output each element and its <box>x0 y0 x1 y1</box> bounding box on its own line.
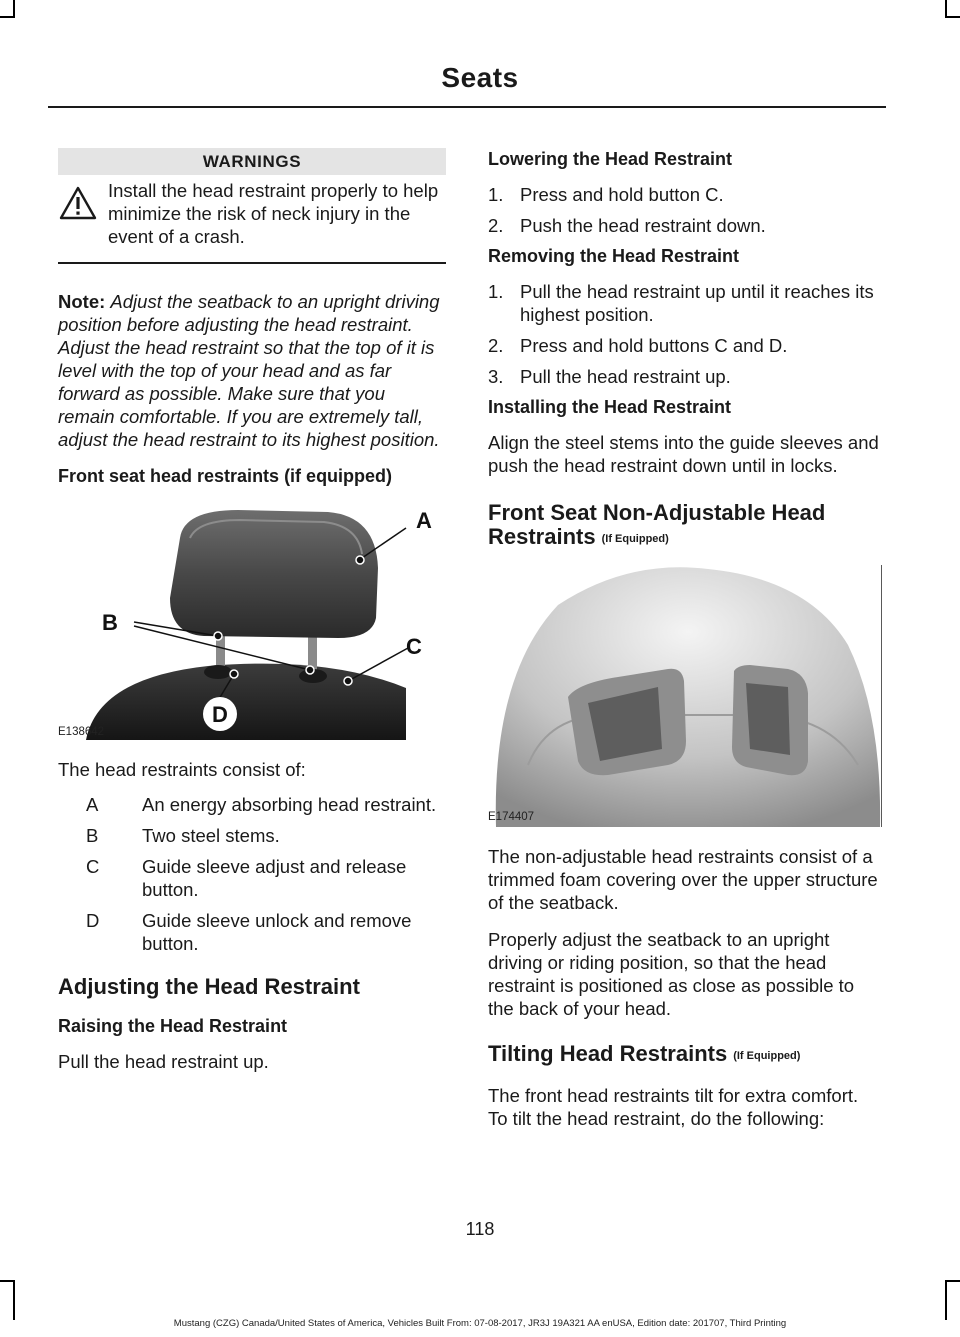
note-text: Adjust the seatback to an upright driving position before adjusting the head restraint. Adjust the head restraint so that the top of it is level with the top of your head and as far forward as possible. Make sure that you remain comfortable. If you are extremely tall, adjust the head restraint to its highest position. <box>58 290 440 450</box>
footer-text: Mustang (CZG) Canada/United States of America, Vehicles Built From: 07-08-2017, JR3J 19A321 AA enUSA, Edition date: 201707, Third Printing <box>173 1318 787 1329</box>
note-paragraph <box>58 290 446 451</box>
front-seat-heading: Front seat head restraints (if equipped) <box>58 465 393 486</box>
parts-list <box>86 793 446 955</box>
head-restraint-illustration <box>58 498 446 740</box>
non-adjustable-p2: Properly adjust the seatback to an upright driving or riding position, so that the head restraint is positioned as close as possible to the back of your head. <box>488 929 855 1019</box>
callout-b: B <box>102 609 118 635</box>
figure-code: E138642 <box>58 725 105 738</box>
note-label: Note: <box>58 290 106 312</box>
warning-heading: WARNINGS <box>58 148 446 175</box>
part-text: Guide sleeve unlock and remove button. <box>142 909 412 954</box>
list-item: 2. Press and hold buttons C and D. <box>488 335 788 356</box>
part-text: Two steel stems. <box>142 824 280 846</box>
list-item: 1. Press and hold button C. <box>488 184 724 205</box>
part-row <box>86 909 446 955</box>
crop-mark <box>0 1280 15 1282</box>
left-column <box>58 148 446 1073</box>
adjusting-heading: Adjusting the Head Restraint <box>58 973 360 999</box>
callout-a: A <box>416 507 432 533</box>
consist-intro: The head restraints consist of: <box>58 758 306 780</box>
callout-c: C <box>406 633 422 659</box>
header-rule <box>48 106 886 108</box>
warning-text: Install the head restraint properly to help minimize the risk of neck injury in the event of a crash. <box>108 180 439 247</box>
figure-code: E174407 <box>488 811 535 823</box>
part-text: Guide sleeve adjust and release button. <box>142 855 407 900</box>
part-row <box>86 855 446 901</box>
list-item: 1. Pull the head restraint up until it reaches its highest position. <box>488 281 874 325</box>
lowering-heading: Lowering the Head Restraint <box>488 149 733 169</box>
list-item: 3. Pull the head restraint up. <box>488 366 731 387</box>
warning-rule <box>58 262 446 264</box>
part-row <box>86 824 446 847</box>
equipped-qualifier: (If Equipped) <box>601 533 669 545</box>
warning-triangle-icon <box>58 179 108 248</box>
lowering-steps <box>488 183 882 237</box>
right-column <box>488 148 882 1130</box>
part-row <box>86 793 446 816</box>
crop-mark <box>945 1280 947 1320</box>
raising-text: Pull the head restraint up. <box>58 1050 269 1072</box>
head-restraint-figure <box>58 498 446 740</box>
removing-heading: Removing the Head Restraint <box>488 246 740 266</box>
list-item: 2. Push the head restraint down. <box>488 215 766 236</box>
part-key: A <box>86 793 99 815</box>
non-adjustable-figure <box>488 565 882 827</box>
non-adjustable-heading: Front Seat Non-Adjustable Head Restraints (If Equipped) <box>488 500 826 549</box>
crop-mark <box>0 16 15 18</box>
page-title: Seats <box>441 62 519 93</box>
tilting-heading: Tilting Head Restraints (If Equipped) <box>488 1041 801 1066</box>
non-adjustable-illustration <box>488 565 882 827</box>
crop-mark <box>13 1280 15 1320</box>
part-text: An energy absorbing head restraint. <box>142 793 437 815</box>
tilting-text: The front head restraints tilt for extra comfort. To tilt the head restraint, do the following: <box>488 1085 859 1129</box>
callout-d: D <box>212 701 228 727</box>
part-key: D <box>86 909 100 931</box>
non-adjustable-p1: The non-adjustable head restraints consist of a trimmed foam covering over the upper structure of the seatback. <box>488 846 878 913</box>
page-number: 118 <box>465 1219 495 1239</box>
installing-heading: Installing the Head Restraint <box>488 397 732 417</box>
raising-heading: Raising the Head Restraint <box>58 1015 288 1036</box>
removing-steps <box>488 280 882 388</box>
part-key: C <box>86 855 100 877</box>
part-key: B <box>86 824 99 846</box>
installing-text: Align the steel stems into the guide sleeves and push the head restraint down until in locks. <box>488 432 879 476</box>
warning-box <box>58 148 446 264</box>
crop-mark <box>945 16 960 18</box>
crop-mark <box>945 1280 960 1282</box>
equipped-qualifier: (If Equipped) <box>733 1050 801 1062</box>
